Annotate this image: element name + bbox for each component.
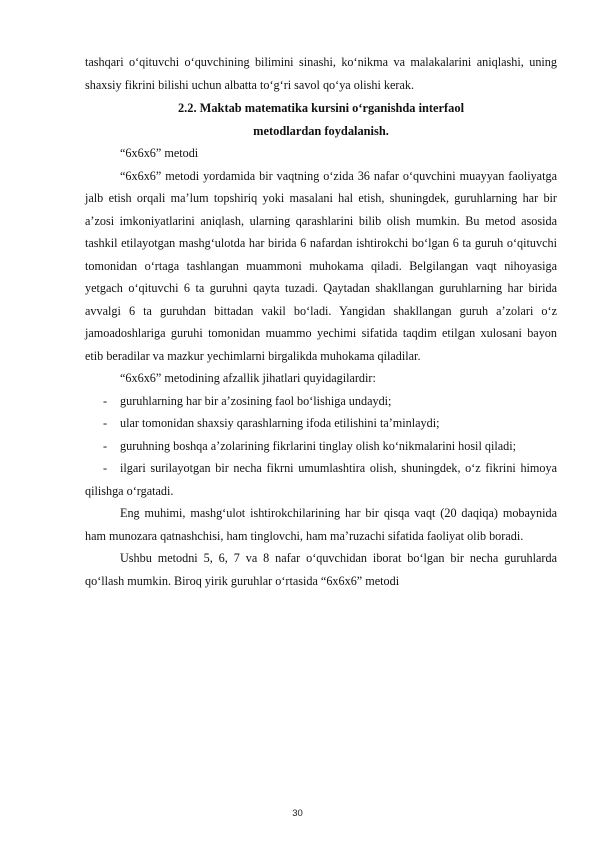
list-item <box>85 390 557 413</box>
method-name: “6x6x6” metodi <box>120 146 199 160</box>
list-item-text: guruhlarning har bir a’zosining faol bo‘lishiga undaydi; <box>120 393 392 408</box>
page-number: 30 <box>292 808 303 819</box>
usage-paragraph: Ushbu metodni 5, 6, 7 va 8 nafar o‘quvchidan iborat bo‘lgan bir necha guruhlarda qo‘llash mumkin. Biroq yirik guruhlar o‘rtasida “6x6x6” metodi <box>85 551 557 588</box>
section-heading-continuation: metodlardan foydalanish. <box>253 123 389 138</box>
dash-marker: - <box>103 461 108 475</box>
list-item <box>85 412 557 435</box>
intro-paragraph: tashqari o‘qituvchi o‘quvchining bilimini sinashi, ko‘nikma va malakalarini aniqlashi, uning shaxsiy fikrini bilishi uchun albatta to‘g‘ri savol qo‘ya olishi kerak. <box>85 55 557 92</box>
list-item <box>85 435 557 458</box>
list-item <box>85 457 557 502</box>
dash-marker: - <box>103 438 108 453</box>
importance-paragraph: Eng muhimi, mashg‘ulot ishtirokchilarining har bir qisqa vaqt (20 daqiqa) mobaynida ham munozara qatnashchisi, ham tinglovchi, ham ma’ruzachi sifatida faoliyat olib boradi. <box>85 506 557 543</box>
method-description-paragraph: “6x6x6” metodi yordamida bir vaqtning o‘zida 36 nafar o‘quvchini muayyan faoliyatga jalb etish orqali ma’lum topshiriq yoki masalani hal etish, shuningdek, guruhlarning har bir a’zosi imkoniyatlarini aniqlash, ularning qarashlarini bilib olish mumkin. Bu metod asosida tashkil etilayotgan mashg‘ulotda har birida 6 nafardan ishtirokchi bo‘lgan 6 ta guruh o‘qituvchi tomonidan o‘rtaga tashlangan muammoni muhokama qiladi. Belgilangan vaqt nihoyasiga yetgach o‘qituvchi 6 ta guruhni qayta tuzadi. Qaytadan shakllangan guruhlarning har birida avvalgi 6 ta guruhdan bittadan vakil bo‘ladi. Yangidan shakllangan guruh a’zolari o‘z jamoadoshlariga guruhi tomonidan muammo yechimi sifatida taqdim etilgan xulosani bayon etib beradilar va mazkur yechimlarni birgalikda muhokama qiladilar. <box>85 168 557 363</box>
advantages-list <box>85 390 557 503</box>
document-page <box>85 51 557 592</box>
advantages-intro: “6x6x6” metodining afzallik jihatlari quyidagilardir: <box>120 371 376 385</box>
list-item-text: ilgari surilayotgan bir necha fikrni umumlashtira olish, shuningdek, o‘z fikrini himoya qilishga o‘rgatadi. <box>85 461 557 498</box>
section-heading: 2.2. Maktab matematika kursini o‘rganishda interfaol <box>177 101 465 115</box>
list-item-text: guruhning boshqa a’zolarining fikrlarini tinglay olish ko‘nikmalarini hosil qiladi; <box>120 438 517 453</box>
dash-marker: - <box>103 393 108 408</box>
dash-marker: - <box>103 416 108 430</box>
list-item-text: ular tomonidan shaxsiy qarashlarning ifoda etilishini ta’minlaydi; <box>120 416 440 430</box>
